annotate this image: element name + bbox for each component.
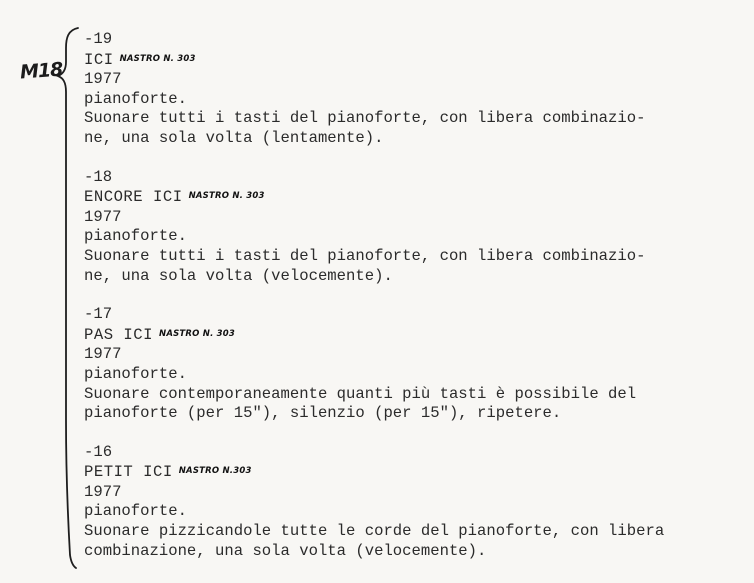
entry-title-line (84, 187, 744, 208)
tape-note: NASTRO N. 303 (159, 328, 236, 339)
entry-instrument: pianoforte. (84, 89, 187, 108)
entry-instrument: pianoforte. (84, 227, 187, 246)
entry-number: -16 (84, 442, 113, 461)
entry-title: ENCORE ICI (84, 188, 183, 207)
entry-title: PAS ICI (84, 325, 154, 344)
entry-text-line: Suonare tutti i tasti del pianoforte, con libera combinazio- (84, 109, 646, 128)
entry-text-line: ne, una sola volta (lentamente). (84, 128, 384, 147)
tape-note: NASTRO N. 303 (188, 191, 265, 202)
entry-year: 1977 (84, 70, 122, 89)
entry-text-line: Suonare tutti i tasti del pianoforte, con libera combinazio- (84, 246, 646, 265)
entry-text-line: Suonare contemporaneamente quanti più tasti è possibile del (84, 384, 637, 403)
entry-text-line: pianoforte (per 15"), silenzio (per 15"), ripetere. (84, 404, 562, 423)
entry-17 (84, 305, 744, 424)
entry-title: ICI (84, 50, 114, 69)
entry-number: -19 (84, 30, 113, 48)
entry-title-line (84, 50, 744, 71)
entry-text-line: Suonare pizzicandole tutte le corde del pianoforte, con libera (84, 522, 665, 541)
entry-year: 1977 (84, 345, 122, 364)
entry-list (84, 30, 744, 580)
entry-instrument: pianoforte. (84, 364, 187, 383)
margin-note: M18 (19, 58, 64, 84)
entry-18 (84, 168, 744, 287)
entry-number: -18 (84, 167, 113, 186)
entry-title-line (84, 462, 744, 483)
entry-year: 1977 (84, 207, 122, 226)
entry-year: 1977 (84, 482, 122, 501)
entry-instrument: pianoforte. (84, 502, 187, 521)
tape-note: NASTRO N. 303 (119, 53, 196, 64)
entry-19 (84, 30, 744, 149)
entry-16 (84, 443, 744, 562)
tape-note: NASTRO N.303 (178, 466, 252, 477)
entry-text-line: ne, una sola volta (velocemente). (84, 266, 393, 285)
entry-text-line: combinazione, una sola volta (velocemente). (84, 541, 487, 560)
entry-title: PETIT ICI (84, 463, 173, 482)
entry-number: -17 (84, 305, 113, 324)
entry-title-line (84, 325, 744, 346)
